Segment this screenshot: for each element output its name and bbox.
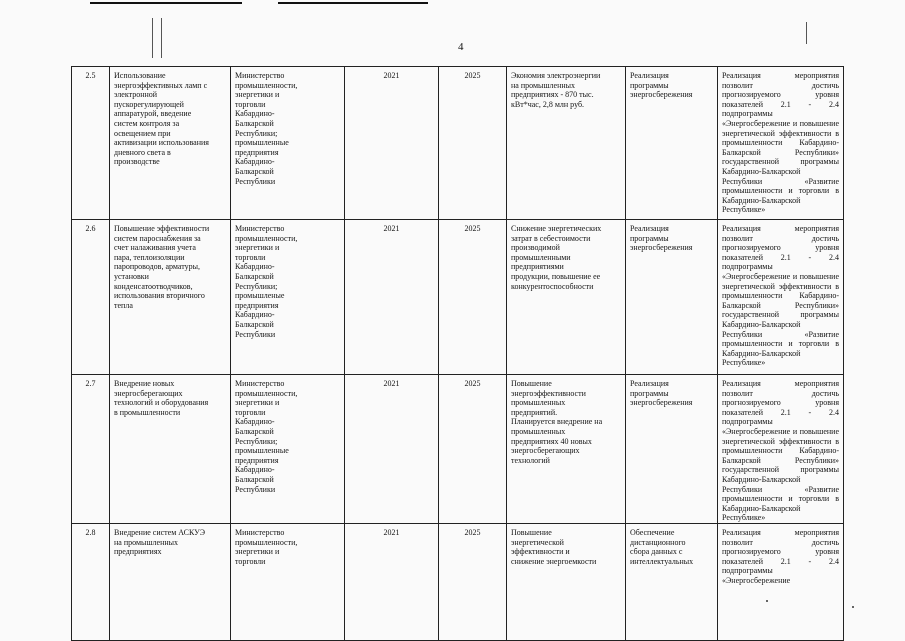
result-cell: Реализация мероприятия позволит достичь прогнозируемого уровня показателей 2.1 - 2.4 подпрограммы «Энергосбережение и повышение энергетической эффективности в промышленности Кабардино-Балкарской Республики» государственной программы Кабардино-Балкарской Республики «Развитие промышленности и торговли в Кабардино-Балкарской Республике» — [718, 220, 844, 375]
table-row — [72, 220, 844, 375]
executor-text: Министерство промышленности, энергетики и торговли Кабардино- Балкарской Республики; промышленые предприятия Кабардино- Балкарской Республики — [235, 224, 298, 339]
measure-text: Использование энергоэффективных ламп с электронной пускорегулирующей аппаратурой, введение систем контроля за освещением при активизации использования дневного света в производстве — [114, 71, 209, 167]
measure-text: Внедрение систем АСКУЭ на промышленных предприятиях — [114, 527, 206, 557]
executor-text: Министерство промышленности, энергетики и торговли — [235, 527, 298, 566]
start-year: 2021 — [345, 523, 439, 640]
start-year: 2021 — [345, 375, 439, 524]
result-cell: Реализация мероприятия позволит достичь прогнозируемого уровня показателей 2.1 - 2.4 подпрограммы «Энергосбережение и повышение энергетической эффективности в промышленности Кабардино-Балкарской Республики» государственной программы Кабардино-Балкарской Республики «Развитие промышленности и торговли в Кабардино-Балкарской Республике» — [718, 67, 844, 220]
measure-cell — [110, 67, 231, 220]
effect-text: Снижение энергетических затрат в себестоимости производимой промышленными предприятиями продукции, повышение ее конкурентоспособности — [511, 224, 602, 291]
row-number: 2.7 — [72, 375, 110, 524]
measure-text: Повышение эффективности систем пароснабжения за счет налаживания учета пара, теплоизоляции паропроводов, арматуры, установки конденсатоотводчиков, использования вторичного тепла — [114, 224, 210, 310]
end-year: 2025 — [439, 375, 507, 524]
executor-text: Министерство промышленности, энергетики и торговли Кабардино- Балкарской Республики; промышленные предприятия Кабардино- Балкарской Республики — [235, 71, 298, 186]
page-number: 4 — [458, 41, 464, 53]
effect-text: Экономия электроэнергии на промышленных предприятиях - 870 тыс. кВт*час, 2,8 млн руб. — [511, 71, 601, 109]
source-cell — [626, 67, 718, 220]
result-cell: Реализация мероприятия позволит достичь прогнозируемого уровня показателей 2.1 - 2.4 подпрограммы «Энергосбережение — [718, 523, 844, 640]
table-row — [72, 67, 844, 220]
scan-artifact-line — [152, 18, 153, 58]
scan-artifact-line — [161, 18, 162, 58]
scan-speck — [852, 606, 854, 608]
start-year: 2021 — [345, 67, 439, 220]
measures-table — [71, 66, 844, 641]
end-year: 2025 — [439, 220, 507, 375]
row-number: 2.5 — [72, 67, 110, 220]
effect-cell — [507, 523, 626, 640]
row-number: 2.6 — [72, 220, 110, 375]
executor-cell — [231, 67, 345, 220]
source-cell — [626, 375, 718, 524]
executor-cell — [231, 375, 345, 524]
effect-text: Повышение энергетической эффективности и снижение энергоемкости — [511, 527, 597, 566]
source-text: Реализация программы энергосбережения — [630, 224, 693, 253]
start-year: 2021 — [345, 220, 439, 375]
end-year: 2025 — [439, 67, 507, 220]
scan-artifact-line — [806, 22, 807, 44]
end-year: 2025 — [439, 523, 507, 640]
source-text: Реализация программы энергосбережения — [630, 71, 693, 100]
table-row — [72, 375, 844, 524]
measure-cell — [110, 375, 231, 524]
executor-text: Министерство промышленности, энергетики и торговли Кабардино- Балкарской Республики; промышленные предприятия Кабардино- Балкарской Республики — [235, 379, 298, 494]
effect-cell — [507, 375, 626, 524]
measure-text: Внедрение новых энергосберегающих технологий и оборудования в промышленности — [114, 379, 209, 417]
source-cell — [626, 523, 718, 640]
effect-cell — [507, 220, 626, 375]
top-scan-rule-right — [278, 2, 428, 4]
row-number: 2.8 — [72, 523, 110, 640]
executor-cell — [231, 220, 345, 375]
measure-cell — [110, 523, 231, 640]
table-row — [72, 523, 844, 640]
effect-text: Повышение энергоэффективности промышленных предприятий. Планируется внедрение на промышленных предприятиях 40 новых энергосберегающих технологий — [511, 379, 603, 465]
executor-cell — [231, 523, 345, 640]
top-scan-rule-left — [90, 2, 242, 4]
effect-cell — [507, 67, 626, 220]
measure-cell — [110, 220, 231, 375]
source-cell — [626, 220, 718, 375]
source-text: Обеспечение дистанционного сбора данных с интеллектуальных — [630, 527, 694, 566]
result-cell: Реализация мероприятия позволит достичь прогнозируемого уровня показателей 2.1 - 2.4 подпрограммы «Энергосбережение и повышение энергетической эффективности в промышленности Кабардино-Балкарской Республики» государственной программы Кабардино-Балкарской Республики «Развитие промышленности и торговли в Кабардино-Балкарской Республике» — [718, 375, 844, 524]
source-text: Реализация программы энергосбережения — [630, 379, 693, 408]
